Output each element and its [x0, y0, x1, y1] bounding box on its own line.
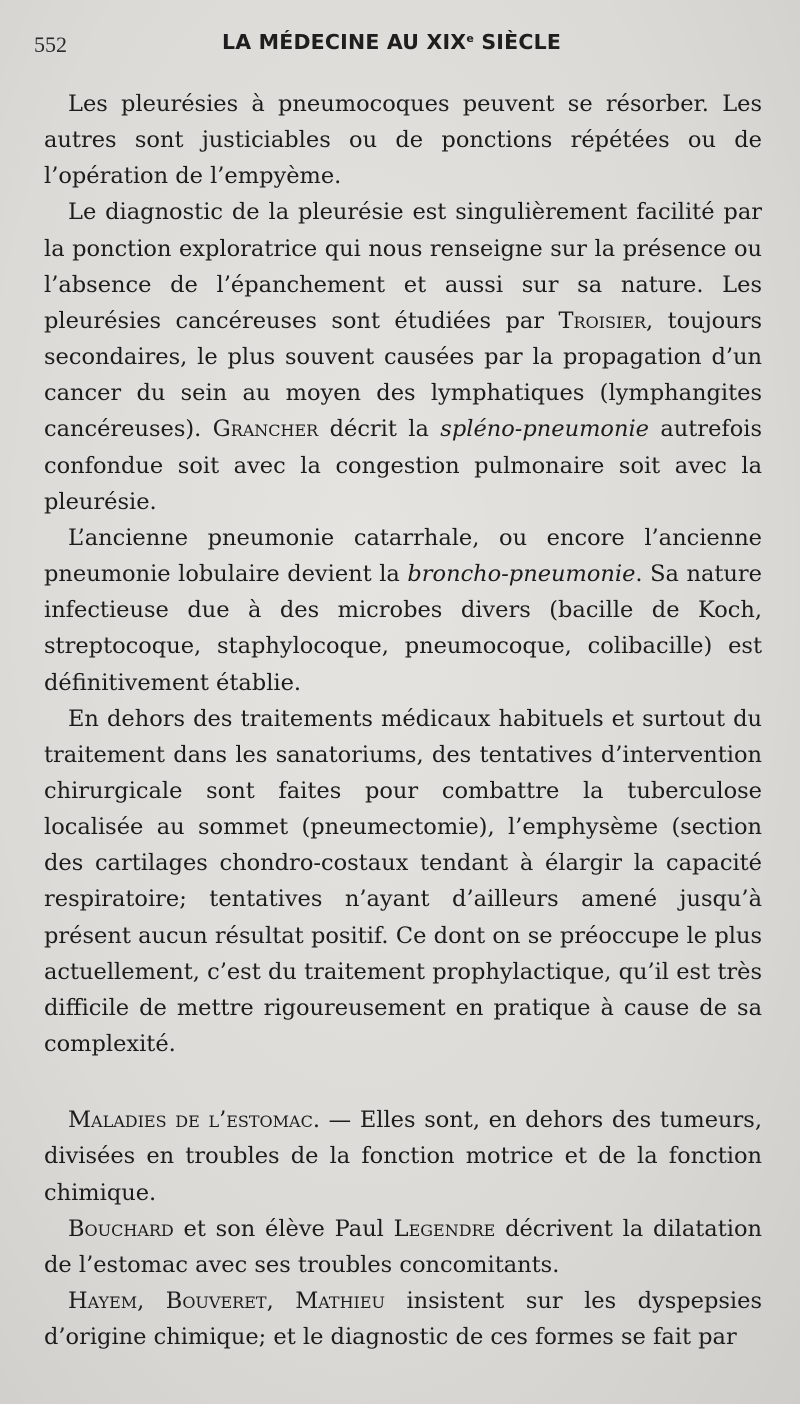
- paragraph-text: , toujours secondaires, le plus souvent causées par la propagation d’un cancer du sein au moyen des lymphatiques (lymphangites cancéreuses).: [44, 307, 763, 443]
- page-number: 552: [34, 32, 67, 57]
- paragraph-text: . Sa nature infectieuse due à des microbes divers (bacille de Koch, streptocoque, staphylocoque, pneumocoque, colibacille) est définitivement établie.: [44, 561, 762, 696]
- separator: ,: [137, 1288, 166, 1314]
- paragraph-text: Les pleurésies à pneumocoques peuvent se résorber. Les autres sont justiciables ou de ponctions répétées ou de l’opération de l’empyème.: [44, 91, 762, 190]
- paragraph-text: En dehors des traitements médicaux habituels et surtout du traitement dans les sanatoriums, des tentatives d’intervention chirurgicale sont faites pour combattre la tuberculose localisée au sommet (pneumectomie), l’emphysème (section des cartilages chondro-costaux tendant à élargir la capacité respiratoire; tentatives n’ayant d’ailleurs amené jusqu’à présent aucun résultat positif. Ce dont on se préoccupe le plus actuellement, c’est du traitement prophylactique, qu’il est très difficile de mettre rigoureusement en pratique à cause de sa complexité.: [44, 705, 762, 1058]
- running-title-superscript: e: [466, 32, 474, 45]
- paragraph-text: décrit la: [318, 416, 441, 443]
- author-name: Legendre: [393, 1215, 496, 1242]
- author-name: Bouveret: [165, 1288, 267, 1314]
- section-heading: Maladies de l’estomac.: [68, 1107, 320, 1134]
- author-name: Grancher: [212, 416, 319, 443]
- italic-term: broncho-pneumonie: [407, 561, 636, 588]
- paragraph-pneumonie-catarrhale: [44, 520, 762, 701]
- paragraph-diagnostic-pleuresie: [44, 194, 762, 519]
- separator: ,: [266, 1288, 296, 1314]
- paragraph-text: insistent sur les dyspepsies d’origine chimique; et le diagnostic de ces formes se fait par: [44, 1288, 762, 1351]
- paragraph-pleuresies-pneumocoques: [44, 86, 762, 194]
- paragraph-maladies-estomac: [44, 1102, 762, 1210]
- running-head: [0, 28, 800, 60]
- paragraph-dyspepsies: [44, 1283, 762, 1355]
- author-name: Troisier: [558, 307, 647, 334]
- paragraph-bouchard-legendre: [44, 1211, 762, 1283]
- author-name: Bouchard: [68, 1215, 174, 1242]
- paragraph-text: Le diagnostic de la pleurésie est singulièrement facilité par la ponction exploratrice qui nous renseigne sur la présence ou l’absence de l’épanchement et aussi sur sa nature. Les pleurésies cancéreuses sont étudiées par: [44, 199, 762, 334]
- running-title-end: SIÈCLE: [474, 30, 562, 54]
- author-name: Mathieu: [295, 1288, 386, 1314]
- body-text: [44, 86, 762, 1355]
- running-title: [222, 30, 561, 54]
- author-name: Hayem: [68, 1288, 138, 1314]
- paragraph-text: décrivent la dilatation de l’estomac avec ses troubles concomitants.: [44, 1215, 762, 1278]
- paragraph-text: autrefois confondue soit avec la congestion pulmonaire soit avec la pleurésie.: [44, 416, 762, 515]
- paragraph-text: et son élève Paul: [173, 1215, 394, 1242]
- paragraph-traitements: [44, 701, 762, 1063]
- running-title-main: LA MÉDECINE AU XIX: [222, 30, 467, 54]
- paragraph-text: — Elles sont, en dehors des tumeurs, divisées en troubles de la fonction motrice et de la fonction chimique.: [44, 1107, 762, 1206]
- italic-term: spléno-pneumonie: [440, 416, 649, 443]
- paragraph-text: L’ancienne pneumonie catarrhale, ou encore l’ancienne pneumonie lobulaire devient la: [44, 524, 762, 588]
